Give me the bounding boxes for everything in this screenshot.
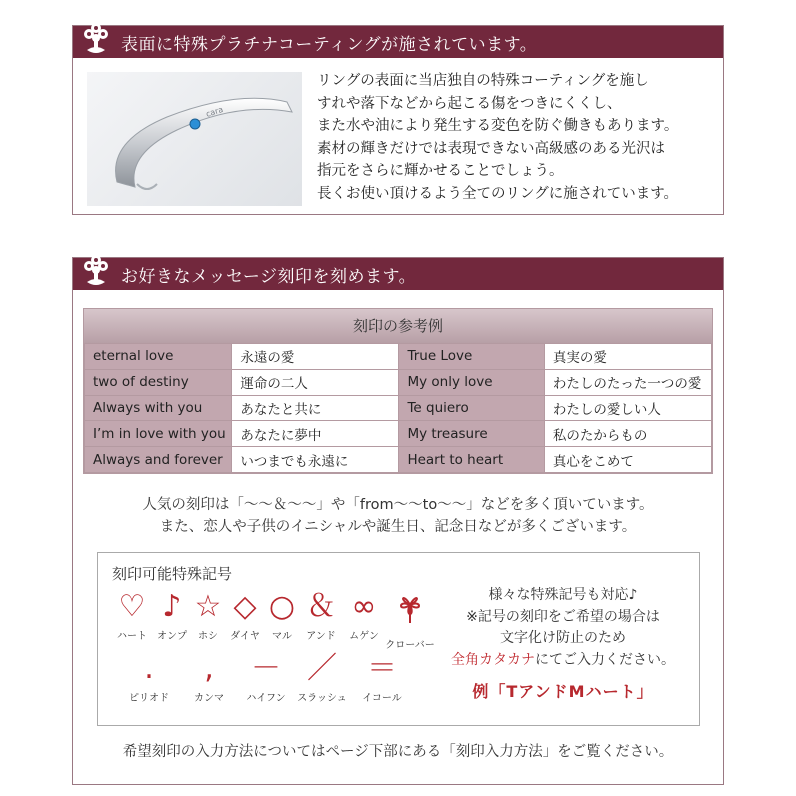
japanese-meaning-cell: 私のたからもの xyxy=(544,421,711,447)
japanese-meaning-cell: あなたと共に xyxy=(232,395,399,421)
clover-icon xyxy=(394,589,426,625)
symbol-equals: ＝ イコール xyxy=(362,651,402,704)
symbol-ampersand: ＆ アンド xyxy=(306,589,336,642)
symbols-note xyxy=(448,585,678,671)
coating-line: 指元をさらに輝かせることでしょう。 xyxy=(317,163,564,179)
ring-icon xyxy=(87,72,302,206)
table-row xyxy=(85,447,712,473)
english-phrase-cell: Always and forever xyxy=(85,447,232,473)
table-row xyxy=(85,395,712,421)
english-phrase-cell: My only love xyxy=(399,369,544,395)
note-line: ※記号の刻印をご希望の場合は xyxy=(466,608,660,625)
input-method-note: 希望刻印の入力方法についてはページ下部にある「刻印入力方法」をご覧ください。 xyxy=(122,744,674,760)
english-phrase-cell: True Love xyxy=(399,344,544,370)
engraving-section-title: お好きなメッセージ刻印を刻めます。 xyxy=(121,266,417,287)
popular-line: 人気の刻印は「〜〜＆〜〜」や「from〜〜to〜〜」などを多く頂いています。 xyxy=(142,497,654,513)
english-phrase-cell: I’m in love with you xyxy=(85,421,232,447)
coating-line: すれや落下などから起こる傷をつきにくくし、 xyxy=(317,95,622,112)
english-phrase-cell: Heart to heart xyxy=(399,447,544,473)
note-line: 文字化け防止のため xyxy=(500,630,626,646)
table-row xyxy=(85,421,712,447)
japanese-meaning-cell: 真実の愛 xyxy=(544,344,711,370)
symbol-note: ♪ オンプ xyxy=(157,589,187,642)
popular-engravings-text xyxy=(73,494,723,538)
coating-line: 素材の輝きだけでは表現できない高級感のある光沢は xyxy=(317,140,665,157)
engraving-section-header xyxy=(73,258,723,290)
table-row xyxy=(85,369,712,395)
note-line: 様々な特殊記号も対応♪ xyxy=(488,587,638,603)
coating-section-title: 表面に特殊プラチナコーティングが施されています。 xyxy=(121,34,538,55)
note-highlight: 全角カタカナ xyxy=(451,651,535,668)
symbol-infinity: ∞ ムゲン xyxy=(349,589,379,642)
symbol-slash: ／ スラッシュ xyxy=(297,651,347,704)
japanese-meaning-cell: 運命の二人 xyxy=(232,369,399,395)
coating-line: 長くお使い頂けるよう全てのリングに施されています。 xyxy=(317,185,679,202)
symbol-clover: クローバー xyxy=(382,589,438,651)
english-phrase-cell: two of destiny xyxy=(85,369,232,395)
input-example: 例「TアンドMハート」 xyxy=(472,682,654,701)
coating-section xyxy=(72,25,724,215)
japanese-meaning-cell: あなたに夢中 xyxy=(232,421,399,447)
japanese-meaning-cell: 永遠の愛 xyxy=(232,344,399,370)
japanese-meaning-cell: 真心をこめて xyxy=(544,447,711,473)
english-phrase-cell: eternal love xyxy=(85,344,232,370)
ring-engraving: cara xyxy=(204,104,225,119)
ring-photo xyxy=(87,72,302,206)
popular-line: また、恋人や子供のイニシャルや誕生日、記念日などが多くございます。 xyxy=(159,519,637,535)
symbol-period: . ピリオド xyxy=(129,651,169,704)
symbol-diamond: ◇ ダイヤ xyxy=(230,589,260,642)
note-line: 全角カタカナにてご入力ください。 xyxy=(451,651,675,668)
symbols-title: 刻印可能特殊記号 xyxy=(112,565,233,583)
japanese-meaning-cell: わたしの愛しい人 xyxy=(544,395,711,421)
table-row xyxy=(85,344,712,370)
symbol-comma: , カンマ xyxy=(194,651,224,704)
japanese-meaning-cell: いつまでも永遠に xyxy=(232,447,399,473)
engraving-examples-table xyxy=(83,308,713,474)
coating-line: リングの表面に当店独自の特殊コーティングを施し xyxy=(317,73,649,89)
symbol-heart: ♡ ハート xyxy=(117,589,147,642)
japanese-meaning-cell: わたしのたった一つの愛 xyxy=(544,369,711,395)
symbol-star: ☆ ホシ xyxy=(194,589,222,642)
ornament-icon xyxy=(81,20,111,60)
ornament-icon xyxy=(81,252,111,292)
symbol-hyphen: － ハイフン xyxy=(246,651,286,704)
table-title: 刻印の参考例 xyxy=(84,309,712,343)
english-phrase-cell: Te quiero xyxy=(399,395,544,421)
coating-description xyxy=(317,70,717,205)
coating-section-header xyxy=(73,26,723,58)
english-phrase-cell: Always with you xyxy=(85,395,232,421)
engraving-section xyxy=(72,257,724,785)
coating-line: また水や油により発生する変色を防ぐ働きもあります。 xyxy=(317,118,679,134)
english-phrase-cell: My treasure xyxy=(399,421,544,447)
symbol-circle: ○ マル xyxy=(268,589,296,642)
special-symbols-box xyxy=(97,552,700,726)
